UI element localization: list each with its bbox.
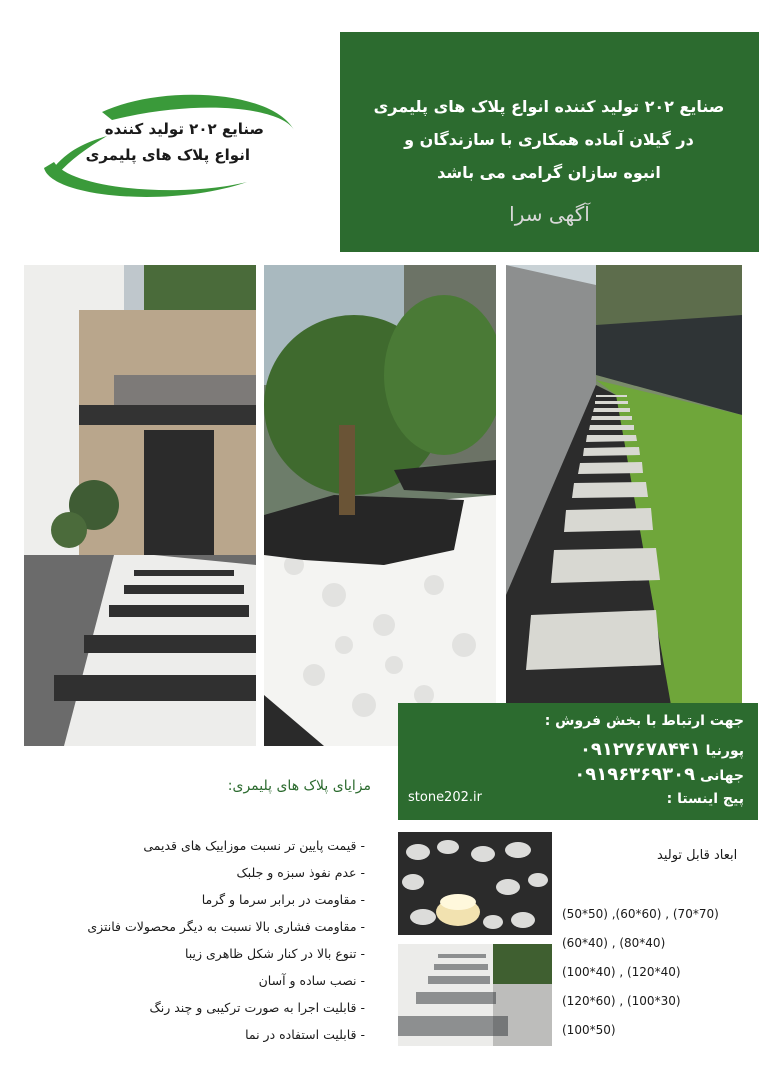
photo-pebbles-candle xyxy=(398,832,552,935)
logo xyxy=(32,90,302,205)
photo-white-pebbles xyxy=(264,265,496,746)
benefit-item: - قابلیت استفاده در نما xyxy=(245,1027,365,1042)
contact-phone-2[interactable]: ۰۹۱۹۶۳۶۹۳۰۹ xyxy=(574,764,696,785)
benefit-item: - قیمت پایین تر نسبت موزاییک های قدیمی xyxy=(143,838,365,853)
dimensions-title: ابعاد قابل تولید xyxy=(657,848,738,863)
contact-box xyxy=(398,703,758,820)
photo-walkway-small xyxy=(398,944,552,1046)
contact-name-2: جهانی xyxy=(699,768,744,784)
dimension-line: (120*60) , (100*30) xyxy=(562,994,681,1008)
header-line-2: در گیلان آماده همکاری با سازندگان و xyxy=(404,130,694,149)
contact-title: جهت ارتباط با بخش فروش : xyxy=(544,713,744,729)
photo-house-entrance xyxy=(24,265,256,746)
dimension-line: (100*50) xyxy=(562,1023,616,1037)
website-link[interactable]: stone202.ir xyxy=(408,790,482,805)
header-text xyxy=(349,90,749,189)
header-brand: آگهی سرا xyxy=(509,202,590,226)
benefits-list xyxy=(0,832,365,1048)
benefit-item: - مقاومت فشاری بالا نسبت به دیگر محصولات فانتزی xyxy=(87,919,365,934)
logo-line-2: انواع پلاک های پلیمری xyxy=(85,146,250,164)
contact-name-1: پورنیا xyxy=(705,743,744,759)
instagram-label: پیج اینستا : xyxy=(666,791,744,807)
benefit-item: - عدم نفوذ سبزه و جلبک xyxy=(236,865,365,880)
dimension-line: (100*40) , (120*40) xyxy=(562,965,681,979)
photo-side-walkway xyxy=(506,265,742,705)
benefits-title: مزایای پلاک های پلیمری: xyxy=(227,778,371,794)
benefit-item: - تنوع بالا در کنار شکل ظاهری زیبا xyxy=(184,946,365,961)
contact-row-1 xyxy=(572,739,744,760)
dimension-line: (50*50) ,(60*60) , (70*70) xyxy=(562,907,719,921)
logo-line-1: صنایع ۲۰۲ تولید کننده xyxy=(104,120,264,138)
dimension-line: (60*40) , (80*40) xyxy=(562,936,666,950)
contact-phone-1[interactable]: ۰۹۱۲۷۶۷۸۴۴۱ xyxy=(579,739,701,760)
contact-row-2 xyxy=(566,764,744,785)
header-banner xyxy=(340,32,759,252)
benefit-item: - مقاومت در برابر سرما و گرما xyxy=(201,892,365,907)
header-line-1: صنایع ۲۰۲ تولید کننده انواع پلاک های پلیمری xyxy=(373,97,725,116)
dimensions-list xyxy=(562,900,719,1045)
benefit-item: - قابلیت اجرا به صورت ترکیبی و چند رنگ xyxy=(149,1000,365,1015)
header-line-3: انبوه سازان گرامی می باشد xyxy=(437,163,661,182)
benefit-item: - نصب ساده و آسان xyxy=(258,973,365,988)
